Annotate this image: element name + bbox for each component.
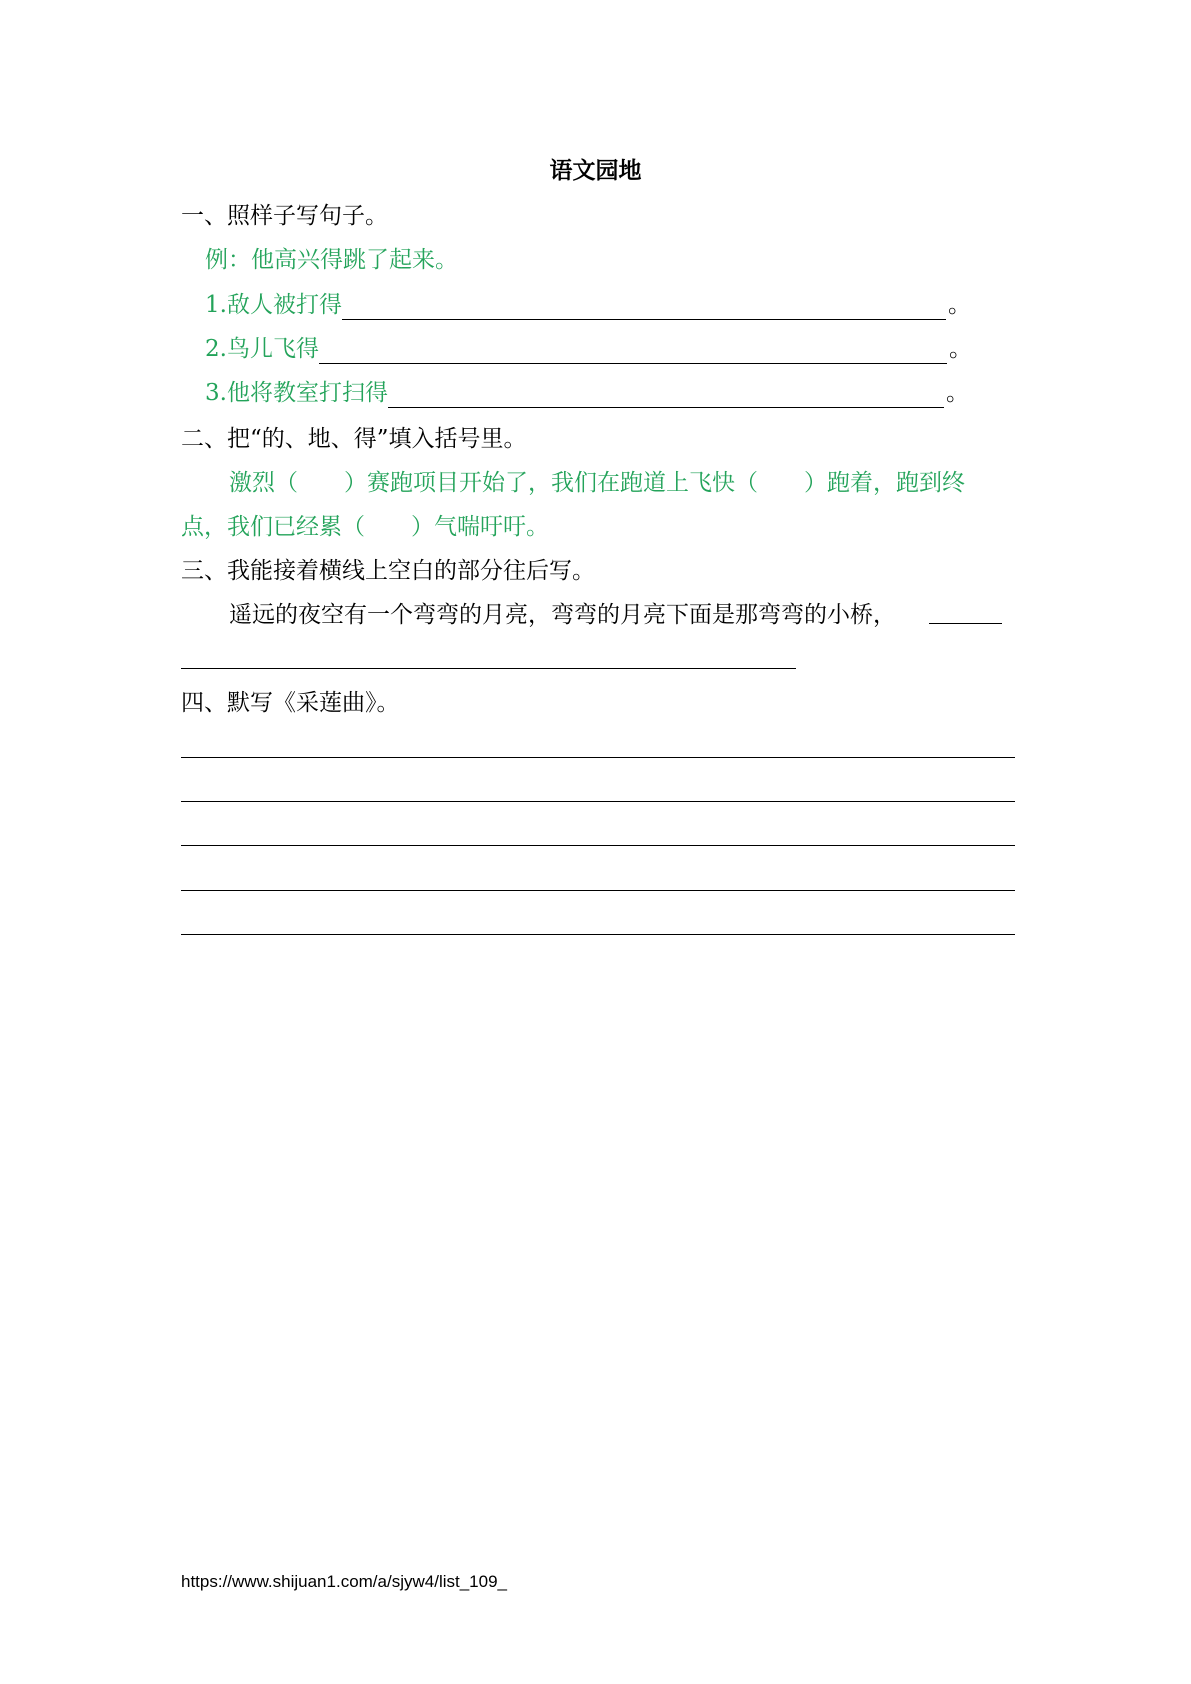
item-3-text: 3.他将教室打扫得 (205, 380, 388, 406)
section4-answer-line-3[interactable] (181, 845, 1015, 846)
item-2-answer-line[interactable] (319, 341, 947, 364)
footer-url: https://www.shijuan1.com/a/sjyw4/list_109_ (181, 1572, 507, 1591)
item-1-text: 1.敌人被打得 (205, 292, 342, 318)
item-1-period: 。 (947, 292, 971, 318)
section2-heading: 二、把“的、地、得”填入括号里。 (181, 426, 527, 452)
page-title: 语文园地 (549, 158, 642, 184)
item-2-text: 2.鸟儿飞得 (205, 336, 319, 362)
item-3-answer-line[interactable] (388, 385, 944, 408)
section3-heading: 三、我能接着横线上空白的部分往后写。 (181, 558, 595, 584)
section4-answer-line-2[interactable] (181, 801, 1015, 802)
item-3-period: 。 (945, 380, 969, 406)
section2-line-2: 点，我们已经累（ ）气喘吁吁。 (181, 514, 549, 540)
item-1-answer-line[interactable] (342, 297, 946, 320)
section1-item-2 (205, 334, 972, 364)
section1-item-3 (205, 378, 969, 408)
section2-line-1: 激烈（ ）赛跑项目开始了，我们在跑道上飞快（ ）跑着，跑到终 (229, 470, 965, 496)
section3-answer-line-start[interactable] (929, 623, 1002, 624)
section1-item-1 (205, 290, 971, 320)
section1-heading: 一、照样子写句子。 (181, 203, 388, 229)
section3-answer-line[interactable] (181, 668, 796, 669)
section4-answer-line-1[interactable] (181, 757, 1015, 758)
section4-answer-line-5[interactable] (181, 934, 1015, 935)
section4-answer-line-4[interactable] (181, 890, 1015, 891)
item-2-period: 。 (948, 336, 972, 362)
section4-heading: 四、默写《采莲曲》。 (181, 690, 400, 716)
section3-sentence: 遥远的夜空有一个弯弯的月亮，弯弯的月亮下面是那弯弯的小桥， (229, 602, 896, 628)
section1-example: 例：他高兴得跳了起来。 (205, 247, 458, 273)
